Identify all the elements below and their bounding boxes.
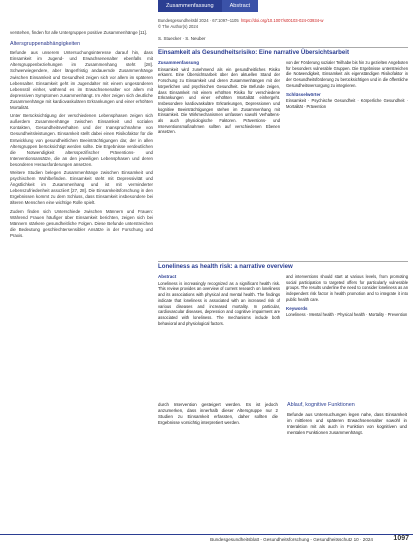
page-footer <box>0 535 413 547</box>
keywords: Einsamkeit · Psychische Gesundheit · Körperliche Gesundheit · Mortalität · Prävention <box>286 98 408 109</box>
paragraph: durch Intervention gesteigert werden. Es ist jedoch anzumerken, dass innerhalb dieser Altersgruppe nur 2 Studien zu Einsamkeit erfassten, daher sollten die Ergebnisse vorsichtig interpretiert werden. <box>158 402 278 426</box>
abstract-column <box>158 60 280 138</box>
keywords-heading: Schlüsselwörter <box>286 91 321 97</box>
citation-meta <box>158 18 408 30</box>
abstract-tab-bar <box>158 0 408 12</box>
section-heading: Ablauf, kognitive Funktionen <box>287 402 355 408</box>
footer-citation: Bundesgesundheitsblatt - Gesundheitsforschung - Gesundheitsschutz 10 · 2024 <box>210 537 373 542</box>
abstract-text: von der Förderung sozialer Teilhabe bis hin zu gezielten Angeboten für besonders vulnerable Gruppen. Die Ergebnisse unterstreichen die Notwendigkeit, Einsamkeit als eigenständigen Risikofaktor in der Gesundheitsförderung zu berücksichtigen und in die öffentliche Gesundheitsversorgung zu integrieren. <box>286 60 408 88</box>
german-title: Einsamkeit als Gesundheitsrisiko: Eine narrative Übersichtsarbeit <box>158 47 408 57</box>
abstract-text: Einsamkeit wird zunehmend als ein gesundheitliches Risiko erkannt. Eine Übersichtsarbeit über den aktuellen Stand der Forschung zu Einsamkeit und deren Zusammenhängen mit der körperlichen und psychischen Gesundheit. Die Befunde zeigen, dass Einsamkeit mit einem erhöhten Risiko für verschiedene Erkrankungen und einer erhöhten Mortalität einhergeht. Insbesondere kardiovaskuläre Erkrankungen, Depressionen und kognitive Beeinträchtigungen stehen im Zusammenhang mit Einsamkeit. Die Wirkmechanismen umfassen sowohl Verhaltens- als auch physiologische Faktoren. Präventions- und Interventionsmaßnahmen sollten auf verschiedenen Ebenen ansetzen. <box>158 66 280 135</box>
german-abstract <box>158 60 408 138</box>
paragraph: Zudem finden sich Unterschiede zwischen Männern und Frauen: Während Frauen häufiger über Einsamkeit berichten, zeigen sich bei Männern stärkere gesundheitliche Folgen. Diese Befunde unterstreichen die Bedeutung geschlechtersensibler Ansätze in der Forschung und Praxis. <box>10 208 153 238</box>
copyright: © The Author(s) 2024 <box>158 24 199 29</box>
body-column <box>287 402 407 436</box>
body-column <box>158 402 278 426</box>
paragraph: verstehen, finden für alle Untergruppen positive Zusammenhänge [11]. <box>10 30 148 35</box>
english-title: Loneliness as health risk: a narrative overview <box>158 261 408 271</box>
abstract-column <box>158 274 280 329</box>
abstract-panel <box>158 0 408 138</box>
paragraph: Unter Berücksichtigung der verschiedenen Lebensphasen zeigen sich außerdem Zusammenhänge zwischen Einsamkeit und sozialen Kontakten, Gesundheitsverhalten und der Inanspruchnahme von Gesundheitsleistungen. Einsamkeit stellt dabei einen Risikofaktor für die Entwicklung von gesundheitlichen Beeinträchtigungen dar, der in allen Altersgruppen berücksichtigt werden sollte. Die Ergebnisse verdeutlichen die Notwendigkeit altersspezifischer Präventions- und Interventionsansätze, die an den jeweiligen Lebensphasen und deren besonderen Herausforderungen ansetzen. <box>10 113 153 167</box>
abstract-text: Loneliness is increasingly recognized as a significant health risk. This review provides an overview of current research on loneliness and its associations with physical and mental health. The findings indicate that loneliness is associated with an increased risk of various diseases and increased mortality. In particular, cardiovascular diseases, depression and cognitive impairment are associated with loneliness. The mechanisms include both behavioral and physiological factors. <box>158 280 280 326</box>
abstract-column <box>286 274 408 329</box>
paragraph: Weitere Studien belegen Zusammenhänge zwischen Einsamkeit und psychischem Wohlbefinden. Einsamkeit steht mit Depressivität und Ängstlichkeit im Zusammenhang und ist mit verminderter Lebenszufriedenheit assoziiert [27, 28]. Die Einsamkeitsforschung in den Ergebnissen kommt zu dem Schluss, dass Einsamkeit insbesondere bei älteren Menschen eine wichtige Rolle spielt. <box>10 169 153 206</box>
left-column <box>10 30 153 241</box>
journal-citation: Bundesgesundheitsbl 2024 · 67:1097–1105 <box>158 18 239 23</box>
page-number: 1097 <box>393 535 409 542</box>
authors: S. Stuecker · S. Neuber <box>158 36 206 41</box>
english-abstract <box>158 274 408 329</box>
keywords-heading: Keywords <box>286 305 308 311</box>
abstract-heading: Zusammenfassung <box>158 60 200 65</box>
tab-zusammenfassung: Zusammenfassung <box>158 0 222 12</box>
paragraph: Befunde aus unserem Untersuchungsinteresse darauf hin, dass Einsamkeit im Jugend- und Erwachsenenalter ebenfalls mit Altersgruppenbeziehungen im Zusammenhang steht [28]. Schwerwiegendere, aber längerfristig andauernde Zusammenhänge zwischen Einsamkeit und Gesundheit zeigen sich vor allem im späteren Lebensalter. Einsamkeit geht im Jugendalter mit einem ungesünderen Lebensstil einher, während es im Erwachsenenalter vor allem mit depressiven Symptomen zusammenhängt. Im Alter zeigen sich deutliche Zusammenhänge mit kardiovaskulären Erkrankungen und einer erhöhten Mortalität. <box>10 50 153 111</box>
paragraph: Befunde aus Untersuchungen legen nahe, dass Einsamkeit im mittleren und späteren Erwachsenenalter sowohl in Interaktion mit als auch in Funktion von kognitiven und mentalen Funktionen zusammenhängt. <box>287 412 407 436</box>
keywords: Loneliness · Mental health · Physical health · Mortality · Prevention <box>286 312 408 318</box>
abstract-text: and interventions should start at various levels, from promoting social participation to targeted offers for particularly vulnerable groups. The results underline the need to consider loneliness as an independent risk factor in health promotion and to integrate it into public health care. <box>286 274 408 302</box>
section-heading: Altersgruppenabhängigkeiten <box>10 41 81 48</box>
doi-link[interactable]: https://doi.org/10.1007/s00103-024-03934-w <box>241 18 324 23</box>
english-abstract-panel <box>158 255 408 329</box>
abstract-column <box>286 60 408 138</box>
tab-abstract: Abstract <box>222 0 259 12</box>
abstract-heading: Abstract <box>158 274 177 279</box>
